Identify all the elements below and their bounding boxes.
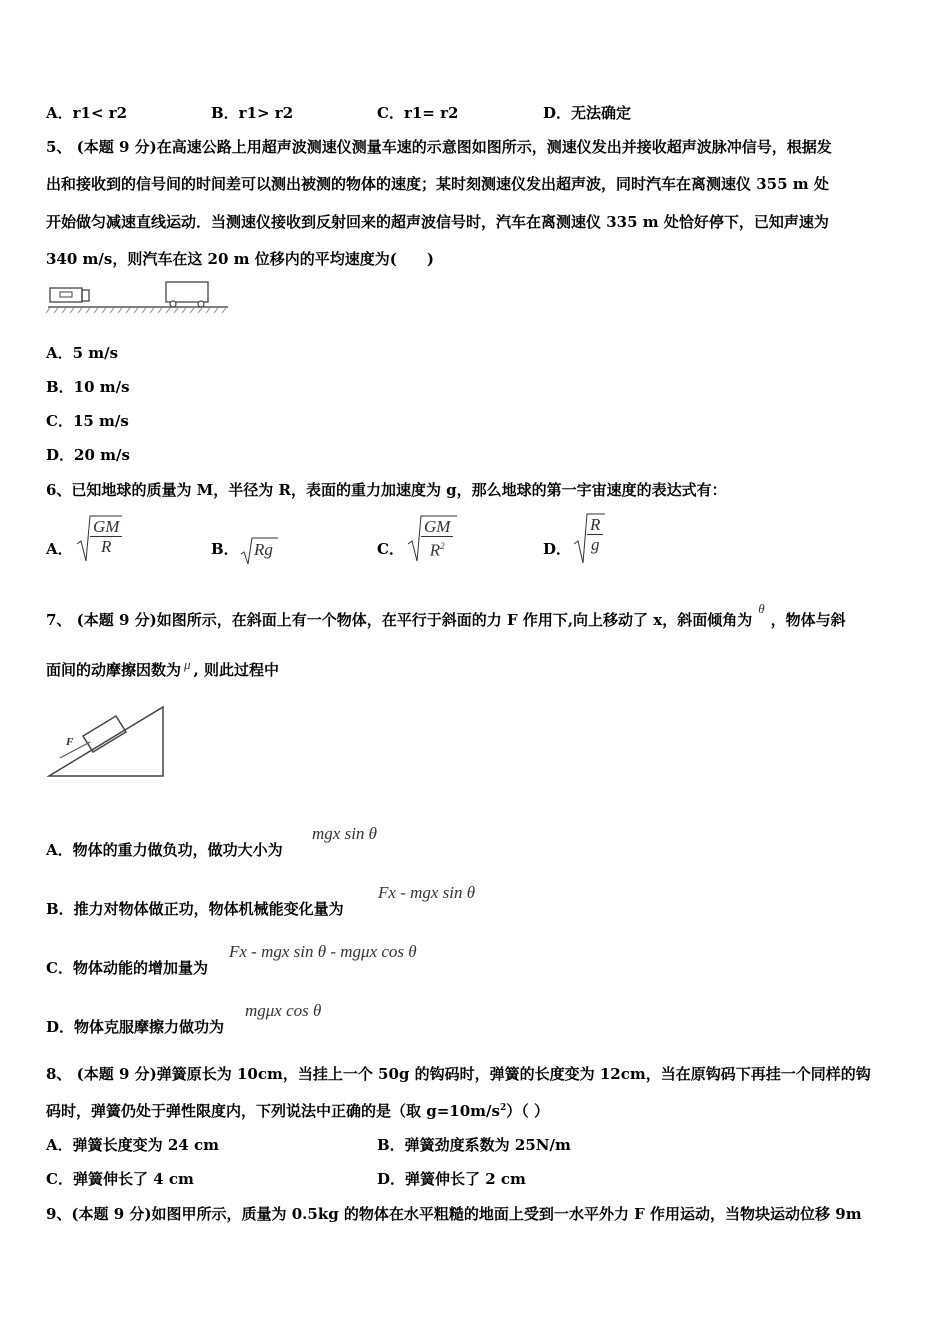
q5-option-d: D．20 m/s	[46, 446, 130, 464]
q7-option-c: C．物体动能的增加量为	[46, 959, 208, 977]
q5-option-c: C．15 m/s	[46, 412, 129, 430]
q5-speed-gun-figure	[46, 278, 231, 318]
q7-option-b: B．推力对物体做正功，物体机械能变化量为	[46, 900, 344, 918]
q5-line-3: 开始做匀减速直线运动．当测速仪接收到反射回来的超声波信号时，汽车在离测速仪 335 m 处恰好停下，已知声速为	[46, 213, 829, 231]
q7-option-c-formula: Fx - mgx sin θ - mgμx cos θ	[229, 942, 417, 961]
theta-symbol: θ	[758, 601, 765, 616]
q7-option-d: D．物体克服摩擦力做功为	[46, 1018, 225, 1036]
q7-option-a: A．物体的重力做负功，做功大小为	[46, 841, 283, 859]
q7-option-a-formula: mgx sin θ	[312, 824, 378, 843]
q8-line-1: 8、 (本题 9 分)弹簧原长为 10cm，当挂上一个 50g 的钩码时，弹簧的长度变为 12cm，当在原钩码下再挂一个同样的钩	[46, 1065, 871, 1083]
q7-line-2: 面间的动摩擦因数为 μ , 则此过程中	[46, 657, 279, 679]
q6-option-d-label: D．	[543, 540, 572, 558]
q6-option-c-label: C．	[377, 540, 404, 558]
q5-line-2: 出和接收到的信号间的时间差可以测出被测的物体的速度；某时刻测速仪发出超声波，同时汽车在离测速仪 355 m 处	[46, 175, 829, 193]
q5-option-b: B．10 m/s	[46, 378, 130, 396]
q8-option-d: D．弹簧伸长了 2 cm	[377, 1170, 526, 1188]
q6-option-b-label: B．	[211, 540, 239, 558]
q4-option-b: B．r1> r2	[211, 104, 294, 122]
q7-incline-figure	[46, 700, 171, 782]
q8-line-2: 码时，弹簧仍处于弹性限度内，下列说法中正确的是（取 $g=10m/s^2$）（ ）	[46, 1102, 549, 1120]
q5-line-1: 5、 (本题 9 分)在高速公路上用超声波测速仪测量车速的示意图如图所示，测速仪发出并接收超声波脉冲信号，根据发	[46, 138, 832, 156]
q4-option-c: C．r1= r2	[377, 104, 459, 122]
svg-text:F: F	[66, 736, 74, 748]
q7-line-1: 7、 (本题 9 分)如图所示，在斜面上有一个物体，在平行于斜面的力 F 作用下,向上移动了 x，斜面倾角为θ，物体与斜	[46, 601, 846, 629]
q7-option-d-formula: mgμx cos θ	[245, 1001, 322, 1020]
q8-option-c: C．弹簧伸长了 4 cm	[46, 1170, 194, 1188]
mu-symbol: μ	[184, 657, 191, 672]
q5-line-4: 340 m/s，则汽车在这 20 m 位移内的平均速度为( )	[46, 250, 434, 268]
q5-option-a: A．5 m/s	[46, 344, 119, 362]
q9-line-1: 9、(本题 9 分)如图甲所示，质量为 0.5kg 的物体在水平粗糙的地面上受到一水平外力 F 作用运动，当物块运动位移 9m	[46, 1205, 862, 1223]
q8-option-a: A．弹簧长度变为 24 cm	[46, 1136, 219, 1154]
q4-option-d: D．无法确定	[543, 104, 632, 122]
q7-option-b-formula: Fx - mgx sin θ	[378, 883, 476, 902]
q4-option-a: A．r1< r2	[46, 104, 128, 122]
q6-option-a-label: A．	[46, 540, 73, 558]
q8-option-b: B．弹簧劲度系数为 25N/m	[377, 1136, 571, 1154]
q6-stem: 6、已知地球的质量为 M，半径为 R，表面的重力加速度为 g，那么地球的第一宇宙速度的表达式有：	[46, 481, 727, 499]
